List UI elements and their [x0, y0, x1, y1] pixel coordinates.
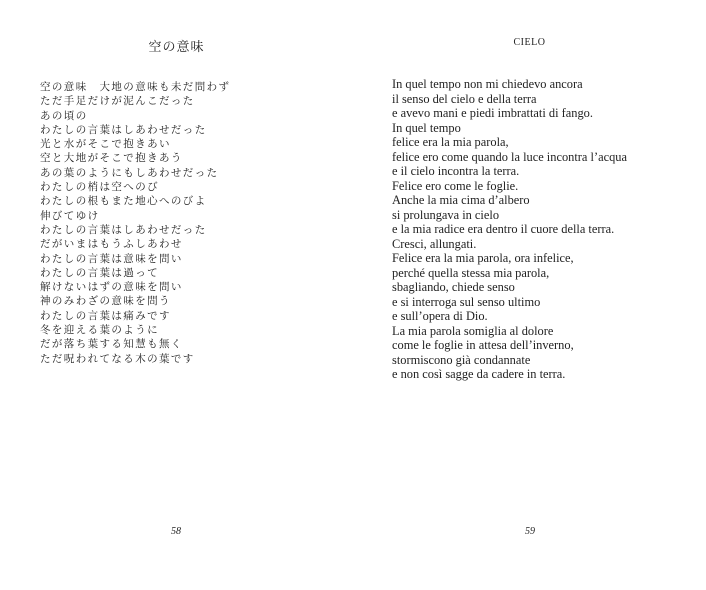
poem-line: 神のみわざの意味を問う: [40, 295, 171, 308]
poem-line: perché quella stessa mia parola,: [392, 265, 550, 280]
poem-line: 空と大地がそこで抱きあう: [40, 152, 183, 165]
poem-line: わたしの根もまた地心へのびよ: [40, 195, 207, 208]
italian-poem-text: [392, 77, 627, 382]
poem-line: sbagliando, chiede senso: [392, 280, 515, 294]
poem-line: 伸びてゆけ: [40, 209, 100, 222]
poem-line: Cresci, allungati.: [392, 236, 477, 251]
poem-line: il senso del cielo e della terra: [392, 91, 537, 106]
poem-line: e la mia radice era dentro il cuore della terra.: [392, 222, 615, 236]
poem-line: Felice ero come le foglie.: [392, 178, 519, 193]
japanese-poem-text: [40, 80, 230, 366]
poem-line: 空の意味 大地の意味も未だ問わず: [40, 81, 231, 93]
poem-line: 解けないはずの意味を問い: [40, 281, 183, 294]
poem-line: e il cielo incontra la terra.: [392, 164, 520, 178]
poem-line: わたしの言葉はしあわせだった: [40, 123, 207, 136]
poem-line: si prolungava in cielo: [392, 207, 500, 222]
poem-line: Anche la mia cima d’albero: [392, 193, 530, 207]
poem-line: e si interroga sul senso ultimo: [392, 294, 541, 309]
japanese-poem-title: 空の意味: [148, 40, 205, 55]
poem-line: stormiscono già condannate: [392, 352, 531, 367]
poem-line: La mia parola somiglia al dolore: [392, 323, 554, 338]
poem-line: e non così sagge da cadere in terra.: [392, 367, 566, 381]
poem-line: 光と水がそこで抱きあい: [40, 138, 171, 151]
poem-line: In quel tempo: [392, 120, 461, 135]
poem-line: come le foglie in attesa dell’inverno,: [392, 338, 574, 352]
poem-line: だがいまはもうふしあわせ: [40, 238, 183, 251]
poem-line: わたしの言葉はしあわせだった: [40, 223, 207, 236]
poem-line: Felice era la mia parola, ora infelice,: [392, 251, 574, 265]
poem-line: わたしの言葉は意味を問い: [40, 252, 183, 265]
poem-line: あの葉のようにもしあわせだった: [40, 166, 219, 179]
poem-line: だが落ち葉する知慧も無く: [40, 338, 183, 351]
poem-line: 冬を迎える葉のように: [40, 324, 159, 337]
poem-line: あの頃の: [40, 109, 88, 122]
poem-line: In quel tempo non mi chiedevo ancora: [392, 77, 583, 91]
poem-line: わたしの梢は空へのび: [40, 181, 159, 194]
poem-line: わたしの言葉は痛みです: [40, 309, 171, 322]
poem-line: ただ手足だけが泥んこだった: [40, 95, 195, 108]
poem-line: e avevo mani e piedi imbrattati di fango.: [392, 106, 593, 120]
italian-poem-title: CIELO: [513, 37, 546, 48]
poem-line: e sull’opera di Dio.: [392, 309, 488, 323]
page-number-left: 58: [171, 526, 181, 537]
right-page: [353, 0, 706, 590]
poem-line: felice ero come quando la luce incontra l’acqua: [392, 149, 627, 164]
page-number-right: 59: [525, 526, 535, 537]
poem-line: ただ呪われてなる木の葉です: [40, 352, 195, 365]
poem-line: felice era la mia parola,: [392, 135, 509, 149]
poem-line: わたしの言葉は過って: [40, 266, 159, 279]
